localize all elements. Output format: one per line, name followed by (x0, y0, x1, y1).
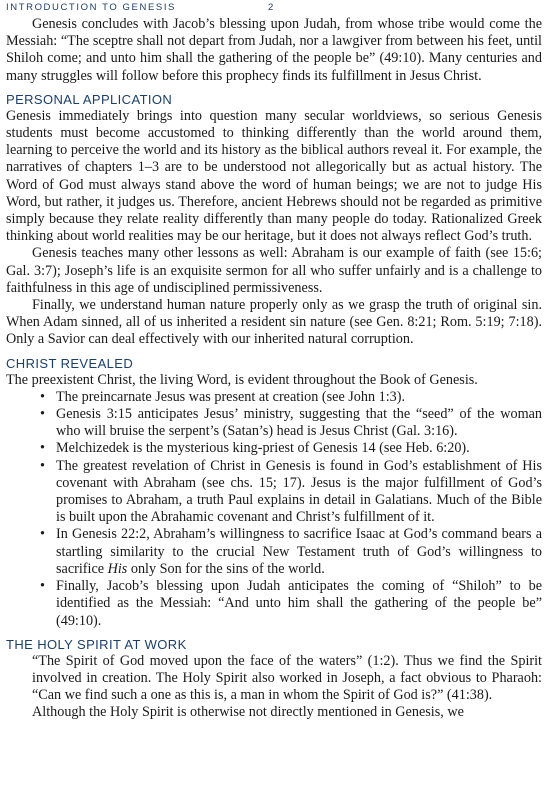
list-item-text: Genesis 3:15 anticipates Jesus’ ministry, suggesting that the “seed” of the woman who will bruise the serpent’s (Satan’s) head is Jesus Christ (Gal. 3:16). (56, 406, 542, 440)
text-run: only Son for the sins of the world. (127, 560, 325, 577)
running-head-title: INTRODUCTION TO GENESIS (6, 2, 176, 13)
list-item-text (56, 526, 542, 576)
list-item-text: Finally, Jacob’s blessing upon Judah anticipates the coming of “Shiloh” to be identified as the Messiah: “And unto him shall the gathering of the people be” (49:10). (56, 578, 542, 629)
list-item (40, 406, 542, 440)
list-item-text: The greatest revelation of Christ in Genesis is found in God’s establishment of His covenant with Abraham (see chs. 15; 17). Jesus is the major fulfillment of God’s promises to Abraham, a truth Paul explains in detail in Galatians. Much of the Bible is built upon the Abrahamic covenant and Christ’s fulfillment of it. (56, 457, 542, 526)
list-item (40, 388, 542, 406)
paragraph: Finally, we understand human nature properly only as we grasp the truth of original sin. When Adam sinned, all of us inherited a resident sin nature (see Gen. 8:21; Rom. 5:19; 7:18). Only a Savior can deal effectively with our inherited natural corruption. (6, 297, 542, 348)
page-body (6, 16, 542, 722)
paragraph: “The Spirit of God moved upon the face of the waters” (1:2). Thus we find the Spirit involved in creation. The Holy Spirit also worked in Joseph, a fact obvious to Pharaoh: “Can we find such a one as this is, a man in whom the Spirit of God is?” (41:38). (32, 652, 542, 704)
paragraph: Genesis teaches many other lessons as well: Abraham is our example of faith (see 15:6; Gal. 3:7); Joseph’s life is an exquisite sermon for all who suffer unfairly and is a challenge to faithfulness in this age of undisciplined permissiveness. (6, 245, 542, 296)
text-run: In Genesis 22:2, Abraham’s willingness to sacrifice Isaac at God’s command bears a startling similarity to the crucial New Testament truth of God’s willingness to sacrifice (56, 526, 542, 577)
running-head (6, 2, 546, 16)
emphasis-text: His (107, 560, 128, 577)
bullet-glyph: • (40, 388, 45, 405)
paragraph: Genesis immediately brings into question many secular worldviews, so serious Genesis students must become accustomed to thinking differently than the world around them, learning to perceive the world and its history as the biblical authors reveal it. For example, the narratives of chapters 1–3 are to be understood not allegorically but as actual history. The Word of God must always stand above the word of human beings; we are not to judge His Word, but rather, it judges us. Therefore, ancient Hebrews should not be regarded as primitive simply because they relate reality differently than many people do today. Rationalized Greek thinking about world realities may be our heritage, but it does not always reflect God’s truth. (6, 107, 542, 245)
page-number: 2 (268, 2, 274, 13)
bullet-glyph: • (40, 406, 45, 423)
section-heading-holy-spirit: THE HOLY SPIRIT AT WORK (6, 636, 187, 652)
bullet-list (6, 389, 542, 630)
paragraph: The preexistent Christ, the living Word, is evident throughout the Book of Genesis. (6, 371, 478, 388)
intro-paragraph: Genesis concludes with Jacob’s blessing upon Judah, from whose tribe would come the Messiah: “The sceptre shall not depart from Judah, nor a lawgiver from between his feet, until Shiloh come; and unto him shall the gathering of the people be” (49:10). Many centuries and many struggles will follow before this prophecy finds its fulfillment in Jesus Christ. (6, 16, 542, 84)
bullet-glyph: • (40, 457, 45, 474)
paragraph: Although the Holy Spirit is otherwise not directly mentioned in Genesis, we (32, 704, 464, 721)
bullet-glyph: • (40, 526, 45, 543)
list-item (40, 578, 542, 630)
list-item (40, 526, 542, 578)
list-item-text: The preincarnate Jesus was present at creation (see John 1:3). (56, 388, 406, 405)
section-heading-personal-application: PERSONAL APPLICATION (6, 91, 173, 107)
list-item-text: Melchizedek is the mysterious king-priest of Genesis 14 (see Heb. 6:20). (56, 440, 470, 457)
list-item (40, 457, 542, 527)
bullet-glyph: • (40, 578, 45, 595)
section-heading-christ-revealed: CHRIST REVEALED (6, 355, 134, 371)
list-item (40, 440, 542, 457)
bullet-glyph: • (40, 440, 45, 457)
